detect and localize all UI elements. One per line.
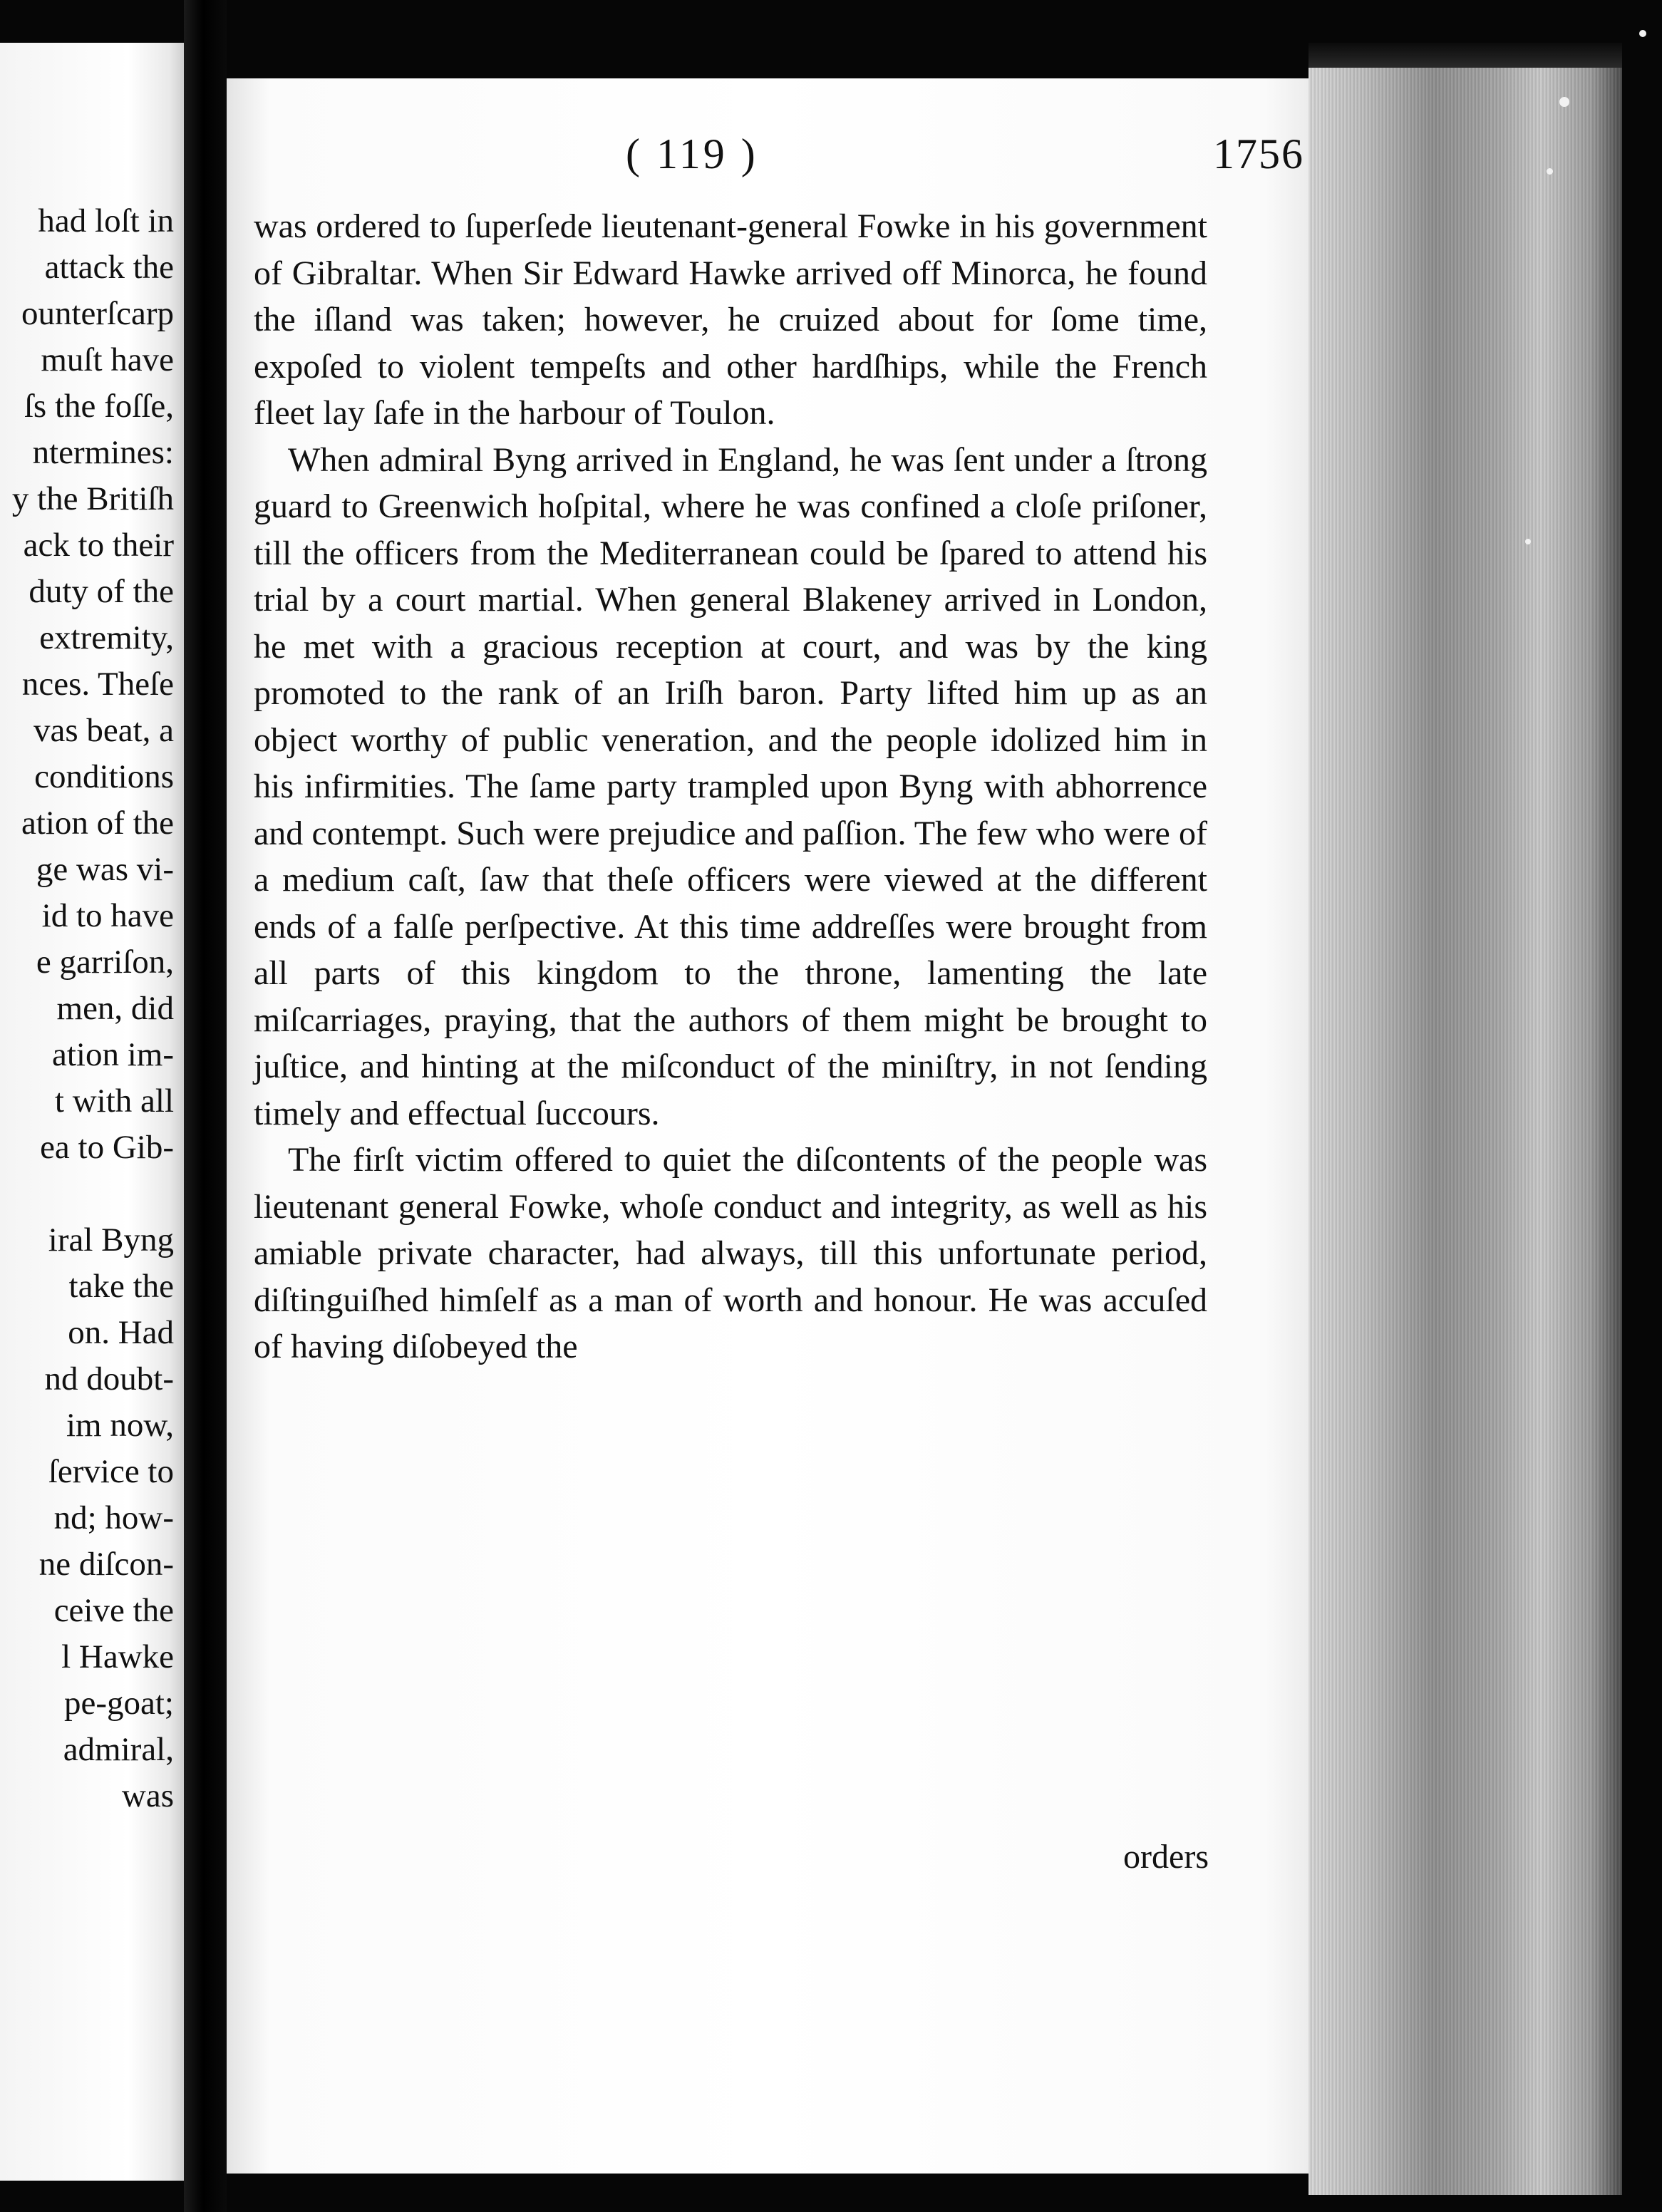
previous-page-line: attack the [44,249,174,286]
paragraph: When admiral Byng arrived in England, he was ſent under a ſtrong guard to Greenwich hoſpital, where he was confined a cloſe priſoner, till the officers from the Mediterranean could be ſpared to attend his trial by a court martial. When general Blakeney arrived in London, he met with a gracious reception at court, and was by the king promoted to the rank of an Iriſh baron. Party lifted him up as an object worthy of public veneration, and the people idolized him in his infirmities. The ſame party trampled upon Byng with abhorrence and contempt. Such were prejudice and paſſion. The few who were of a medium caſt, ſaw that theſe officers were viewed at the different ends of a falſe perſpective. At this time addreſſes were brought from all parts of this kingdom to the throne, lamenting the late miſcarriages, praying, that the authors of them might be brought to juſtice, and hinting at the miſconduct of the miniſtry, in not ſending timely and effectual ſuccours. [254,440,1207,1132]
previous-page-line: nd doubt- [44,1360,174,1397]
previous-page-line: ntermines: [32,434,174,471]
previous-page-line: id to have [41,897,174,934]
previous-page-line: had loſt in [38,202,174,239]
previous-page-line: ack to their [23,527,174,564]
paragraph: The firſt victim offered to quiet the diſcontents of the people was lieutenant general Fowke, whoſe conduct and integrity, as well as his amiable private character, had always, till this unfortunate period, diſtinguiſhed himſelf as a man of worth and honour. He was accuſed of having diſobeyed the [254,1141,1207,1365]
previous-page-line: ea to Gib- [40,1129,174,1166]
page-body [254,203,1207,1370]
previous-page-line: ge was vi- [36,851,174,888]
previous-page-fragment [0,43,184,2181]
previous-page-line: ceive the [53,1592,174,1629]
previous-page-line: pe-goat; [64,1685,174,1722]
previous-page-line: conditions [34,758,174,795]
previous-page-line: men, did [56,990,174,1027]
book-block-edge [1309,68,1622,2195]
previous-page-line: ne diſcon- [38,1546,174,1583]
previous-page-line: ſervice to [48,1453,174,1490]
previous-page-line: ounterſcarp [21,295,174,332]
page-header [227,130,1309,180]
previous-page-line: iral Byng [48,1221,174,1259]
previous-page-line: duty of the [29,573,174,610]
previous-page-text [0,198,174,1819]
scan-speck [1639,30,1646,37]
book-block-top [1309,43,1622,71]
running-year: 1756 [1213,130,1304,177]
previous-page-line: ation im- [52,1036,174,1073]
previous-page-line: nd; how- [53,1499,174,1536]
previous-page-line: nces. Theſe [21,666,174,703]
previous-page-line: t with all [54,1082,174,1120]
catchword: orders [1123,1838,1209,1876]
scan-speck [1525,539,1531,544]
previous-page-line: muſt have [41,341,174,378]
scan-speck [1559,97,1569,107]
previous-page-line: extremity, [39,619,174,656]
book-gutter [184,0,227,2212]
previous-page-line: im now, [66,1407,174,1444]
previous-page-line: on. Had [68,1314,174,1351]
page-number: ( 119 ) [626,130,758,177]
previous-page-line [0,1171,174,1217]
previous-page-line: l Hawke [61,1638,174,1675]
paragraph: was ordered to ſuperſede lieutenant-general Fowke in his government of Gibraltar. When Sir Edward Hawke arrived off Minorca, he found the iſland was taken; however, he cruized about for ſome time, expoſed to violent tempeſts and other hardſhips, while the French fleet lay ſafe in the harbour of Toulon. [254,207,1207,432]
previous-page-line: admiral, [63,1731,174,1768]
previous-page-line: ation of the [21,805,174,842]
previous-page-line: was [121,1777,174,1814]
previous-page-line: ſs the foſſe, [24,388,174,425]
previous-page-line: vas beat, a [33,712,174,749]
previous-page-line: take the [68,1268,174,1305]
scan-speck [1547,168,1553,175]
previous-page-line: e garriſon, [36,944,174,981]
book-page [227,78,1309,2174]
previous-page-line: y the Britiſh [11,480,174,517]
